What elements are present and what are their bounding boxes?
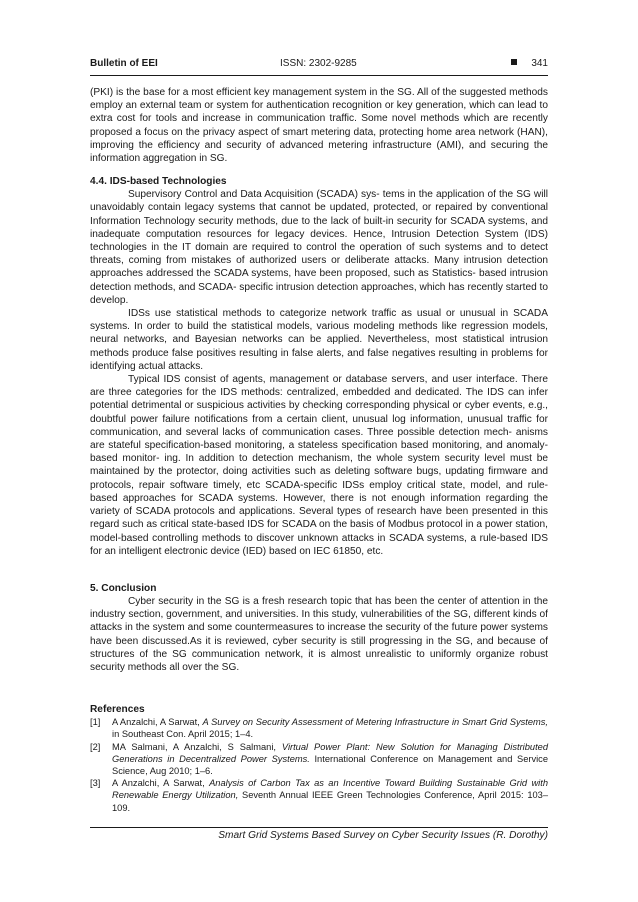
- reference-item: [90, 716, 548, 740]
- ids-paragraph-1: Supervisory Control and Data Acquisition (SCADA) sys- tems in the application of the SG will unavoidably contain legacy systems that cannot be updated, protected, or repaired by conventional Information Technology security methods, due to the lack of built-in security for SCADA systems, and inadequate computation resources for legacy devices. Hence, Intrusion Detection System (IDS) technologies in the IT domain are required to control the operation of such systems and to detect threats, coming from mistakes of authorized users or deliberate attacks. Many intrusion detection approaches addressed the SCADA systems, have been proposed, such as Statistics- based intrusion detection methods, and SCADA- specific intrusion detection approaches, which has recently started to develop.: [90, 189, 548, 306]
- page-number: [511, 56, 548, 72]
- square-bullet-icon: [511, 59, 517, 65]
- reference-number: [1]: [90, 717, 101, 728]
- reference-details: Seventh Annual IEEE Green Technologies Conference, April 2015: 103–109.: [112, 790, 548, 813]
- running-footer: Smart Grid Systems Based Survey on Cyber Security Issues (R. Dorothy): [218, 830, 548, 841]
- ids-paragraph-2: IDSs use statistical methods to categorize network traffic as usual or unusual in SCADA systems. In order to build the statistical models, various modeling methods like regression models, neural networks, and Bayesian networks can be applied. Nevertheless, most statistical intrusion methods produce false positives resulting in false alerts, and false negatives resulting in problems for identifying actual attacks.: [90, 308, 548, 372]
- reference-authors: A Anzalchi, A Sarwat,: [112, 717, 203, 728]
- journal-name: Bulletin of EEI: [90, 58, 158, 69]
- reference-authors: MA Salmani, A Anzalchi, S Salmani,: [112, 741, 282, 752]
- reference-title: A Survey on Security Assessment of Metering Infrastructure in Smart Grid Systems,: [202, 717, 548, 728]
- reference-details: International Conference on Management and Service Science, Aug 2010; 1–6.: [112, 753, 548, 776]
- reference-number: [3]: [90, 778, 101, 789]
- footer-divider: [90, 827, 548, 828]
- conclusion-paragraph: Cyber security in the SG is a fresh research topic that has been the center of attention in the industry section, government, and universities. In this study, vulnerabilities of the SG, different kinds of attacks in the system and some countermeasures to increase the security of the future power systems have been discussed.As it is reviewed, cyber security is still progressing in the SG, and because of structures of the SG communication network, it is almost unrealistic to uniformly organize robust security methods all over the SG.: [90, 595, 548, 673]
- issn-label: ISSN: 2302-9285: [280, 58, 357, 69]
- reference-title: Analysis of Carbon Tax as an Incentive Toward Building Sustainable Grid with Renewable Energy Utilization,: [112, 778, 548, 801]
- main-content: [90, 86, 548, 814]
- section-heading-ids: 4.4. IDS-based Technologies: [90, 176, 227, 188]
- ids-paragraph-3: Typical IDS consist of agents, management or database servers, and user interface. There are three categories for the IDS methods: centralized, embedded and dedicated. The IDS can infer potential detrimental or suspicious activities by checking corresponding physical or cyber events, e.g., doubtful power failure notifications from a certain client, unusual log information, unusual traffic for communication, and several lacks of communication cases. Three possible detection mech- anisms are stateful specification-based monitoring, a stateless specification based monitoring, and anomaly-based monitor- ing. In addition to detection mechanism, the whole system security level must be maintained by the protector, doing activities such as deleting software bugs, updating firmware and protocols, repair software timely, etc SCADA-specific IDSs employ critical state, model, and rule-based approaches for SCADA systems. However, there is not enough information regarding the variety of SCADA protocols and applications. Several types of research have been presented in this regard such as critical state-based IDS for SCADA on the basis of Modbus protocol in a power station, model-based controlling methods to discover unknown attacks in SCADA systems, a rule-based IDS for an intelligent electronic device (IED) based on IEC 61850, etc.: [90, 374, 548, 557]
- reference-authors: A Anzalchi, A Sarwat,: [112, 778, 210, 789]
- intro-paragraph: (PKI) is the base for a most efficient key management system in the SG. All of the suggested methods employ an external team or system for authentication recognition or key generation, which can lead to extra cost for tools and increase in communication traffic. Some novel methods which are recently proposed a focus on the privacy aspect of smart metering data, protecting home area network (HAN), improving the efficiency and security of advanced metering infrastructure (AMI), and securing the information aggregation in SG.: [90, 87, 548, 165]
- page-header: [90, 56, 548, 72]
- references-heading: References: [90, 704, 145, 716]
- references-list: [90, 716, 548, 814]
- section-heading-conclusion: 5. Conclusion: [90, 582, 157, 594]
- reference-item: [90, 741, 548, 778]
- reference-details: in Southeast Con. April 2015; 1–4.: [112, 729, 254, 740]
- reference-number: [2]: [90, 741, 101, 752]
- header-divider: [90, 75, 548, 76]
- reference-title: Virtual Power Plant: New Solution for Managing Distributed Generations in Decentralized Power Systems.: [112, 741, 548, 764]
- reference-item: [90, 777, 548, 814]
- page-number-value: 341: [531, 58, 548, 69]
